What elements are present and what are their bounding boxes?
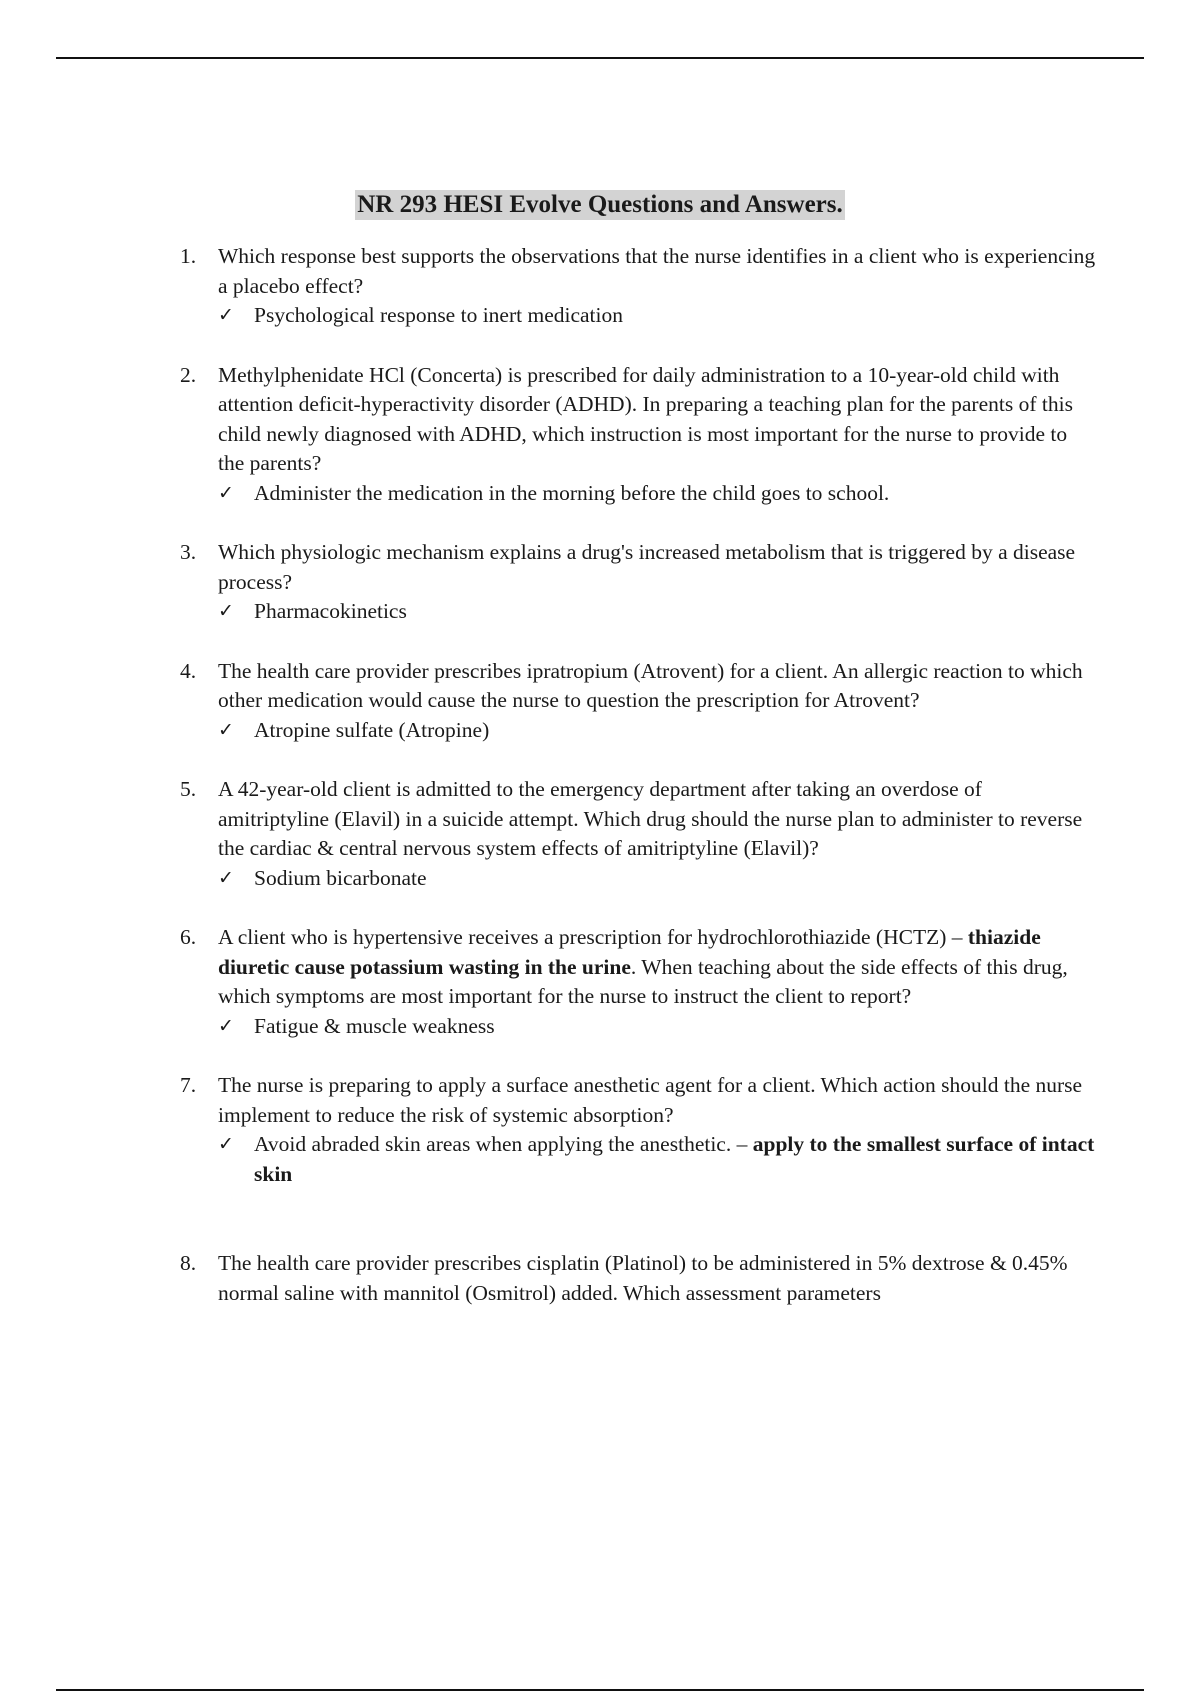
check-icon: ✓ xyxy=(218,600,234,622)
question-text-bold: thiazide diuretic cause potassium wasting in the urine xyxy=(218,925,1041,979)
check-icon: ✓ xyxy=(218,866,234,889)
item-number: 1. xyxy=(180,244,197,268)
answer xyxy=(218,1130,1096,1189)
check-icon: ✓ xyxy=(218,1133,234,1155)
question-text: Which physiologic mechanism explains a drug's increased metabolism that is triggered by a disease process? xyxy=(218,540,1076,594)
item-number: 6. xyxy=(180,925,197,949)
qa-item xyxy=(176,538,1096,627)
answer xyxy=(218,716,1096,746)
answer-text: Avoid abraded skin areas when applying the anesthetic. – xyxy=(254,1132,753,1156)
answer-text: Atropine sulfate (Atropine) xyxy=(254,717,490,742)
qa-item xyxy=(176,1071,1096,1189)
question-text: The nurse is preparing to apply a surface anesthetic agent for a client. Which action should the nurse implement to reduce the risk of systemic absorption? xyxy=(218,1073,1083,1127)
qa-item xyxy=(176,775,1096,893)
question-text xyxy=(218,923,1096,1012)
item-number: 5. xyxy=(180,777,197,801)
answer xyxy=(218,597,1096,627)
check-icon: ✓ xyxy=(218,304,234,326)
check-icon: ✓ xyxy=(218,1014,234,1037)
item-number: 7. xyxy=(180,1073,197,1097)
top-rule xyxy=(56,57,1144,59)
qa-item xyxy=(176,657,1096,746)
title-container xyxy=(0,190,1200,220)
qa-item xyxy=(176,1249,1096,1308)
answer-text: Fatigue & muscle weakness xyxy=(254,1013,495,1038)
qa-item xyxy=(176,361,1096,509)
answer-text: Psychological response to inert medication xyxy=(254,303,623,327)
item-number: 8. xyxy=(180,1251,197,1275)
question-text: The health care provider prescribes cisplatin (Platinol) to be administered in 5% dextrose & 0.45% normal saline with mannitol (Osmitrol) added. Which assessment parameters xyxy=(218,1251,1068,1305)
question-text: Methylphenidate HCl (Concerta) is prescribed for daily administration to a 10-year-old child with attention deficit-hyperactivity disorder (ADHD). In preparing a teaching plan for the parents of this child newly diagnosed with ADHD, which instruction is most important for the nurse to provide to the parents? xyxy=(218,362,1073,475)
question-text-part2: . When teaching about the side effects of this drug, which symptoms are most important for the nurse to instruct the client to report? xyxy=(218,954,1068,1008)
check-icon: ✓ xyxy=(218,481,234,504)
answer xyxy=(218,1012,1096,1042)
answer-text: Sodium bicarbonate xyxy=(254,865,427,890)
answer xyxy=(218,479,1096,509)
answer xyxy=(218,864,1096,894)
item-number: 2. xyxy=(180,362,197,387)
qa-item xyxy=(176,242,1096,331)
document-title: NR 293 HESI Evolve Questions and Answers. xyxy=(357,191,843,218)
bottom-rule xyxy=(56,1689,1144,1691)
qa-list xyxy=(176,242,1096,1338)
answer-text: Administer the medication in the morning before the child goes to school. xyxy=(254,480,890,505)
item-number: 4. xyxy=(180,658,197,683)
question-text: The health care provider prescribes ipratropium (Atrovent) for a client. An allergic reaction to which other medication would cause the nurse to question the prescription for Atrovent? xyxy=(218,658,1083,712)
answer xyxy=(218,301,1096,331)
question-text: Which response best supports the observations that the nurse identifies in a client who is experiencing a placebo effect? xyxy=(218,244,1096,298)
question-text-part1: A client who is hypertensive receives a prescription for hydrochlorothiazide (HCTZ) – xyxy=(218,925,968,949)
item-number: 3. xyxy=(180,540,197,564)
qa-item xyxy=(176,923,1096,1041)
question-text: A 42-year-old client is admitted to the emergency department after taking an overdose of amitriptyline (Elavil) in a suicide attempt. Which drug should the nurse plan to administer to reverse the cardiac & central nervous system effects of amitriptyline (Elavil)? xyxy=(218,777,1083,860)
check-icon: ✓ xyxy=(218,718,234,741)
answer-text: Pharmacokinetics xyxy=(254,599,407,623)
answer-text-bold: apply to the smallest surface of intact skin xyxy=(254,1132,1095,1186)
